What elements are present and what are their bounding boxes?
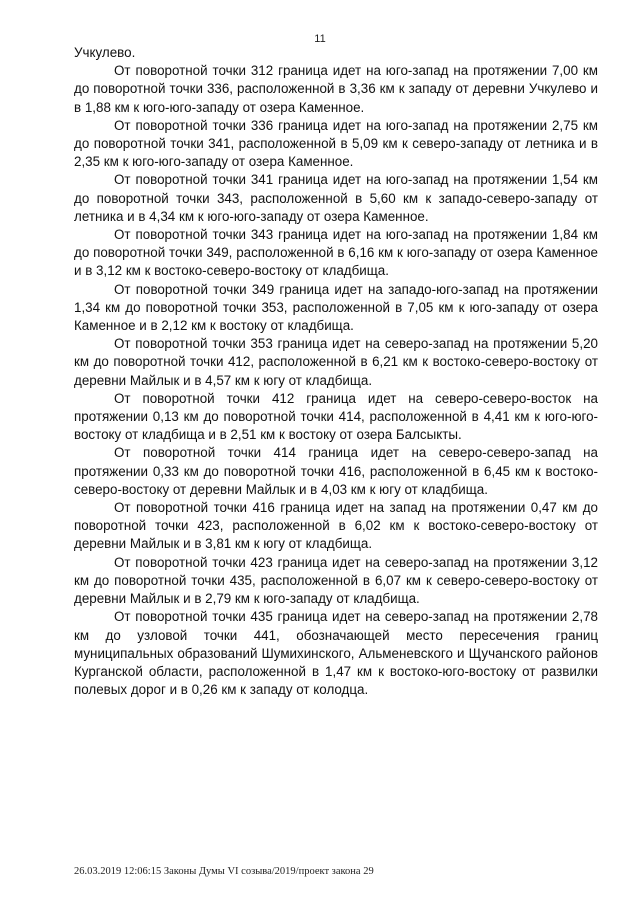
paragraph: От поворотной точки 312 граница идет на юго-запад на протяжении 7,00 км до поворотной точки 336, расположенной в 3,36 км к западу от деревни Учкулево и в 1,88 км к юго-юго-западу от озера Каменное. bbox=[74, 63, 598, 115]
paragraph: От поворотной точки 423 граница идет на северо-запад на протяжении 3,12 км до поворотной точки 435, расположенной в 6,07 км к северо-северо-востоку от деревни Майлык и в 2,79 км к юго-западу от кладбища. bbox=[74, 554, 598, 607]
paragraph: От поворотной точки 416 граница идет на запад на протяжении 0,47 км до поворотной точки 423, расположенной в 6,02 км к востоко-северо-востоку от деревни Майлык и в 3,81 км к югу от кладбища. bbox=[74, 500, 598, 552]
document-body bbox=[74, 44, 598, 699]
paragraph: От поворотной точки 353 граница идет на северо-запад на протяжении 5,20 км до поворотной точки 412, расположенной в 6,21 км к востоко-северо-востоку от деревни Майлык и в 4,57 км к югу от кладбища. bbox=[74, 336, 598, 388]
paragraph: От поворотной точки 414 граница идет на северо-северо-запад на протяжении 0,33 км до поворотной точки 416, расположенной в 6,45 км к востоко-северо-востоку от деревни Майлык и в 4,03 км к югу от кладбища. bbox=[74, 445, 598, 497]
paragraph: От поворотной точки 412 граница идет на северо-северо-восток на протяжении 0,13 км до поворотной точки 414, расположенной в 4,41 км к юго-юго-востоку от кладбища и в 2,51 км к востоку от озера Балсыкты. bbox=[74, 390, 598, 443]
paragraph: От поворотной точки 349 граница идет на западо-юго-запад на протяжении 1,34 км до поворотной точки 353, расположенной в 7,05 км к юго-западу от озера Каменное и в 2,12 км к востоку от кладбища. bbox=[74, 281, 598, 334]
paragraph: От поворотной точки 435 граница идет на северо-запад на протяжении 2,78 км до узловой точки 441, обозначающей место пересечения границ муниципальных образований Шумихинского, Альменевского и Щучанского районов Курганской области, расположенной в 1,47 км к востоко-юго-востоку от развилки полевых дорог и в 0,26 км к западу от колодца. bbox=[74, 609, 598, 698]
paragraph: От поворотной точки 341 граница идет на юго-запад на протяжении 1,54 км до поворотной точки 343, расположенной в 5,60 км к западо-северо-западу от летника и в 4,34 км к юго-юго-западу от озера Каменное. bbox=[74, 172, 598, 224]
paragraph: Учкулево. bbox=[74, 45, 136, 60]
document-footer: 26.03.2019 12:06:15 Законы Думы VI созыва/2019/проект закона 29 bbox=[74, 866, 374, 877]
paragraph: От поворотной точки 343 граница идет на юго-запад на протяжении 1,84 км до поворотной точки 349, расположенной в 6,16 км к юго-западу от озера Каменное и в 3,12 км к востоко-северо-востоку от кладбища. bbox=[74, 227, 598, 279]
paragraph: От поворотной точки 336 граница идет на юго-запад на протяжении 2,75 км до поворотной точки 341, расположенной в 5,09 км к северо-западу от летника и в 2,35 км к юго-юго-западу от озера Каменное. bbox=[74, 117, 598, 170]
page-number: 11 bbox=[314, 33, 326, 45]
